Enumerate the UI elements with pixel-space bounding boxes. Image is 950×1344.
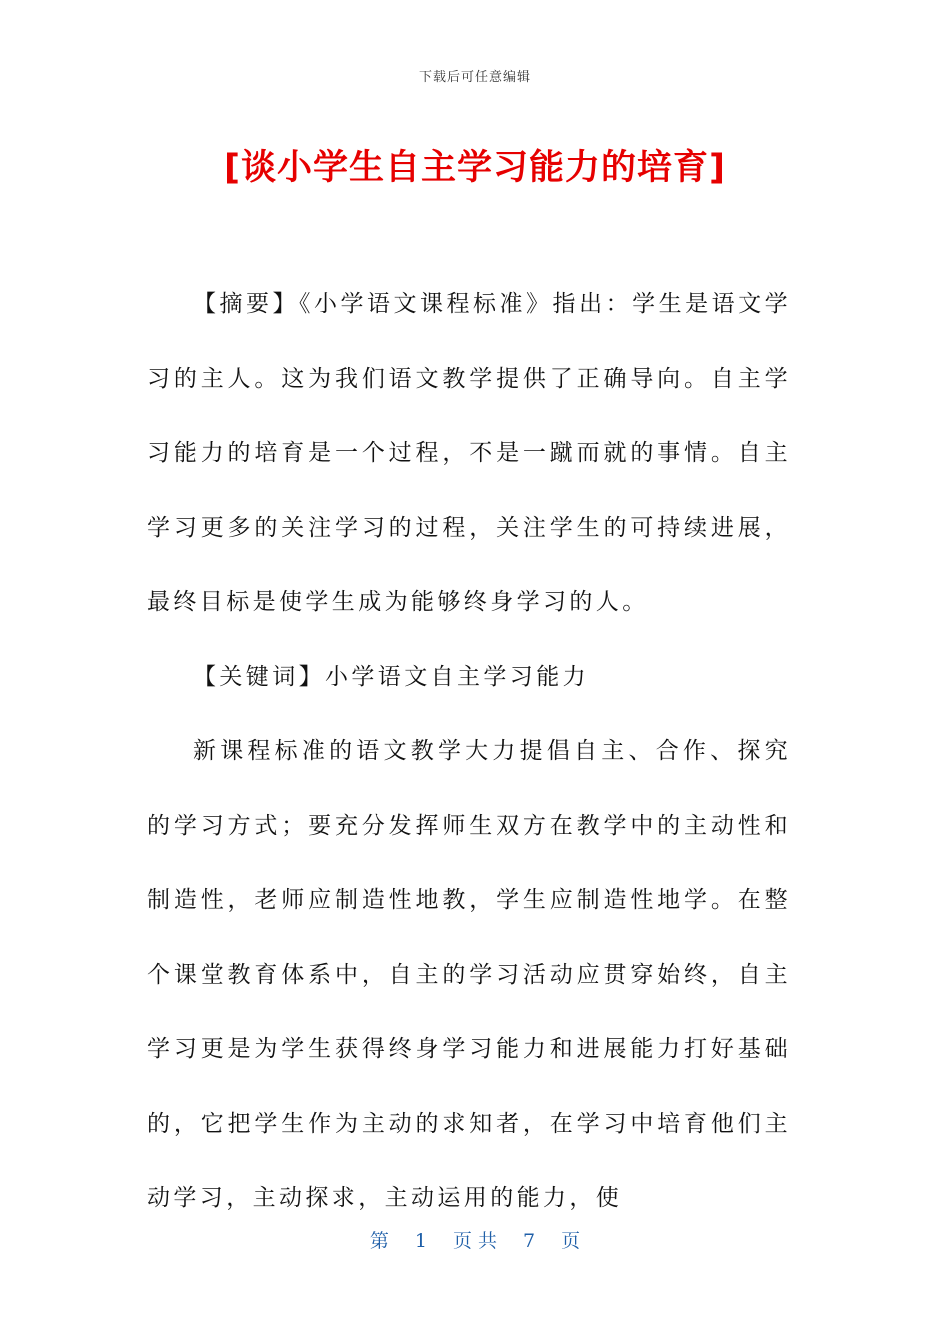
abstract-paragraph: 【摘要】《小学语文课程标准》指出：学生是语文学习的主人。这为我们语文教学提供了正确导向。自主学习能力的培育是一个过程，不是一蹴而就的事情。自主学习更多的关注学习的过程，关注学生的可持续进展，最终目标是使学生成为能够终身学习的人。 [147,291,791,615]
footer-current-page: 1 [414,1230,427,1252]
footer-suffix: 页 [561,1230,581,1252]
footer-middle: 页 共 [452,1230,498,1252]
body-paragraph: 新课程标准的语文教学大力提倡自主、合作、探究的学习方式；要充分发挥师生双方在教学中的主动性和制造性，老师应制造性地教，学生应制造性地学。在整个课堂教育体系中，自主的学习活动应贯穿始终，自主学习更是为学生获得终身学习能力和进展能力打好基础的，它把学生作为主动的求知者，在学习中培育他们主动学习，主动探求，主动运用的能力，使 [147,738,791,1211]
document-body [147,267,791,1236]
page-footer [0,1226,950,1253]
header-note: 下载后可任意编辑 [418,70,531,85]
keywords-paragraph: 【关键词】小学语文自主学习能力 [193,663,589,690]
footer-total-pages: 7 [523,1230,536,1252]
footer-prefix: 第 [369,1230,389,1252]
document-title: [谈小学生自主学习能力的培育] [224,148,726,188]
